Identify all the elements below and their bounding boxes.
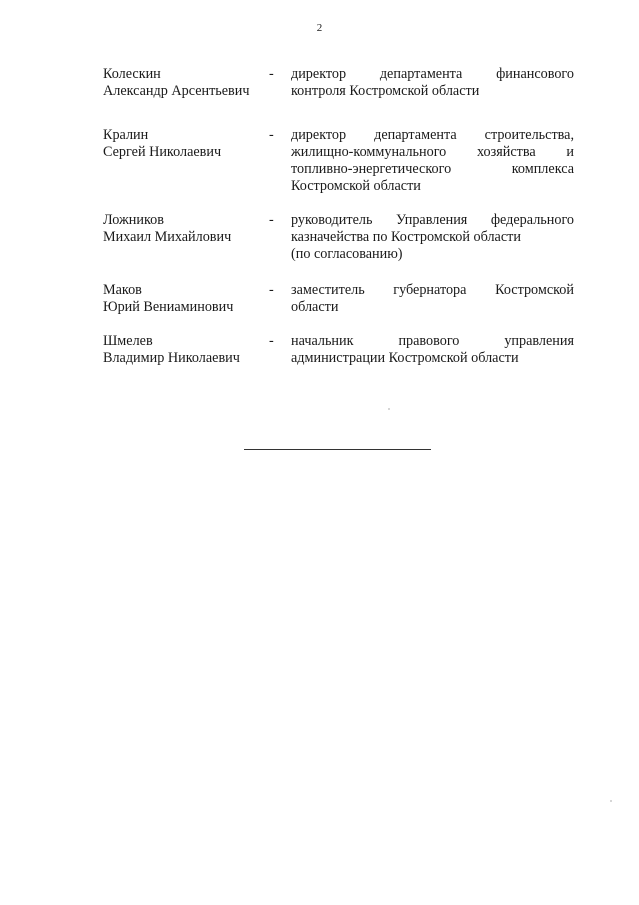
role-line: топливно-энергетического комплекса: [291, 161, 574, 177]
member-role: [291, 212, 574, 263]
member-name: [103, 127, 273, 161]
scan-speck: [610, 800, 612, 802]
role-line: жилищно-коммунального хозяйства и: [291, 144, 574, 160]
member-given-names: Сергей Николаевич: [103, 144, 222, 160]
member-surname: Шмелев: [103, 333, 153, 349]
role-line: заместитель губернатора Костромской: [291, 282, 574, 298]
scan-speck: [388, 408, 390, 410]
member-name: [103, 212, 273, 246]
role-line: директор департамента финансового: [291, 66, 574, 82]
page-number: 2: [316, 22, 323, 34]
role-line: администрации Костромской области: [291, 350, 519, 366]
dash-separator: -: [269, 66, 274, 82]
role-line: начальник правового управления: [291, 333, 574, 349]
member-name: [103, 282, 273, 316]
role-line: казначейства по Костромской области: [291, 229, 521, 245]
role-line: (по согласованию): [291, 246, 403, 262]
member-surname: Кралин: [103, 127, 149, 143]
member-role: [291, 282, 574, 316]
member-role: [291, 333, 574, 367]
member-given-names: Юрий Вениаминович: [103, 299, 234, 315]
member-given-names: Михаил Михайлович: [103, 229, 232, 245]
closing-divider: [244, 449, 431, 450]
dash-separator: -: [269, 127, 274, 143]
member-role: [291, 66, 574, 100]
member-name: [103, 66, 273, 100]
dash-separator: -: [269, 212, 274, 228]
member-surname: Ложников: [103, 212, 164, 228]
member-surname: Маков: [103, 282, 142, 298]
role-line: контроля Костромской области: [291, 83, 480, 99]
member-role: [291, 127, 574, 195]
role-line: руководитель Управления федерального: [291, 212, 574, 228]
member-given-names: Владимир Николаевич: [103, 350, 240, 366]
member-surname: Колескин: [103, 66, 161, 82]
dash-separator: -: [269, 282, 274, 298]
member-given-names: Александр Арсентьевич: [103, 83, 250, 99]
role-line: директор департамента строительства,: [291, 127, 574, 143]
role-line: Костромской области: [291, 178, 421, 194]
dash-separator: -: [269, 333, 274, 349]
member-name: [103, 333, 273, 367]
role-line: области: [291, 299, 339, 315]
